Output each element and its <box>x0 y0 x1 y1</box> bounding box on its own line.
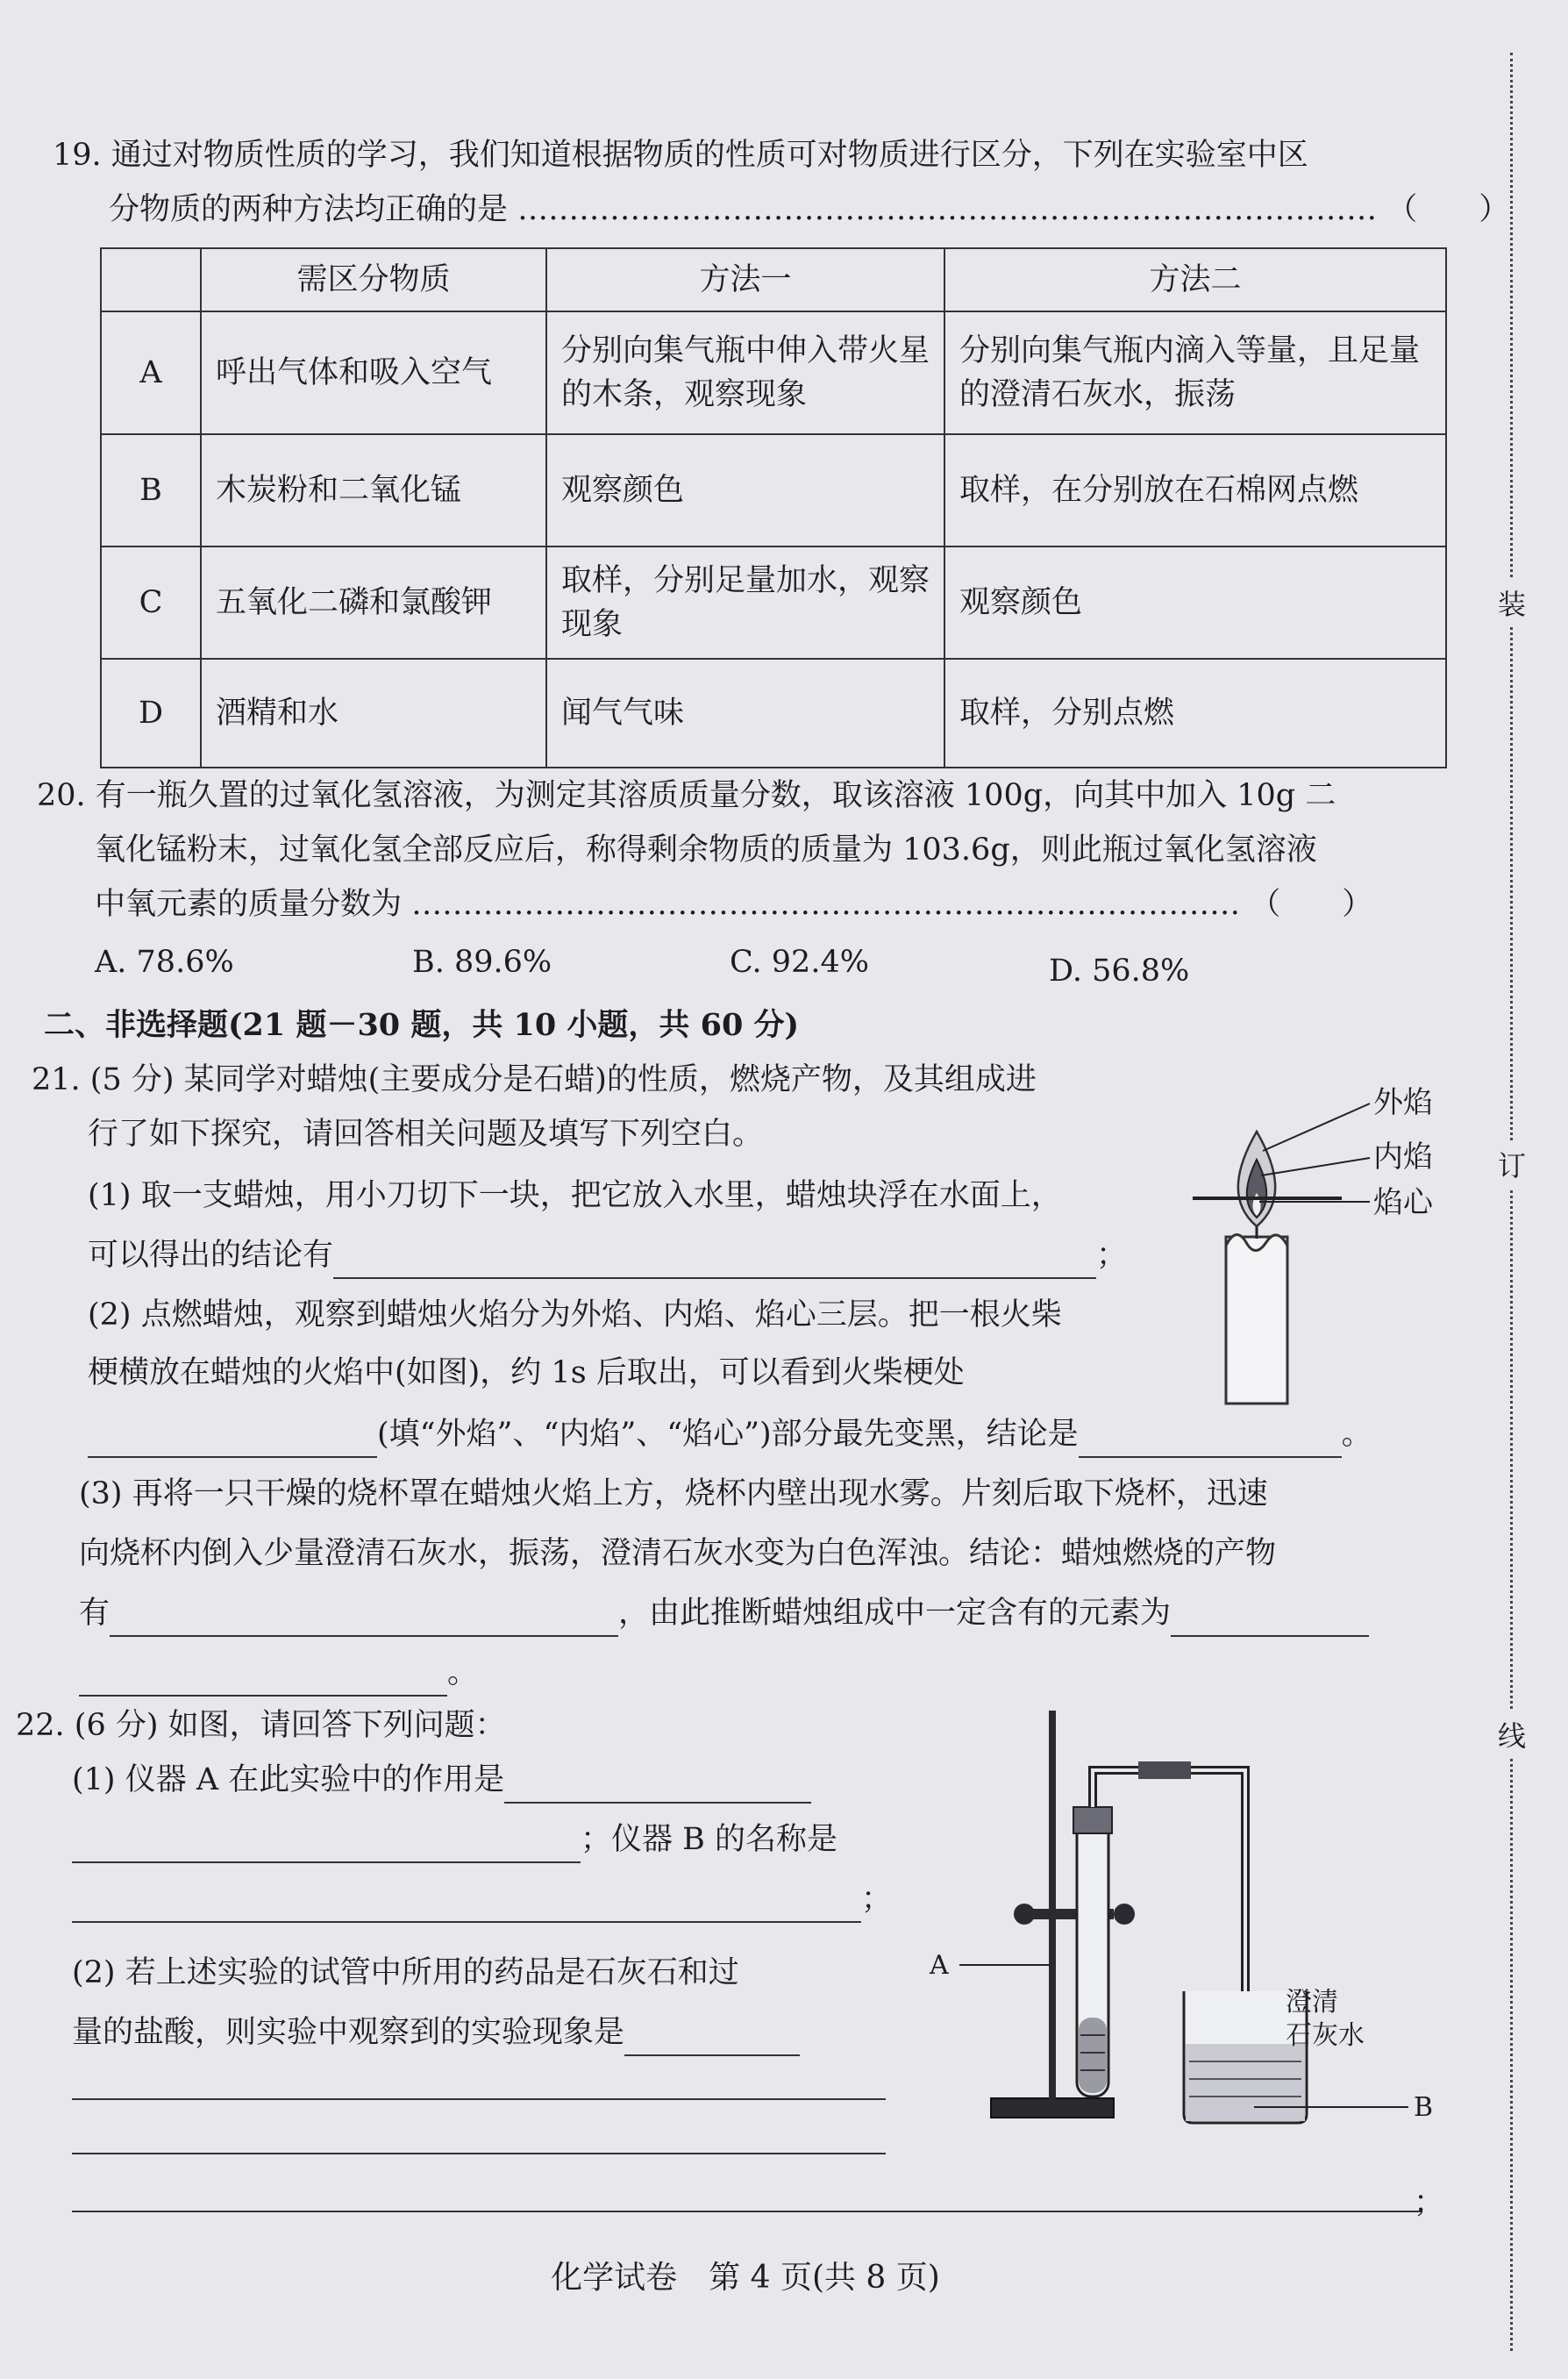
q21-p2-prompt: (填“外焰”、“内焰”、“焰心”)部分最先变黑，结论是 <box>377 1417 1079 1452</box>
clamp-knob-right <box>1114 1904 1135 1925</box>
label-b: B <box>1414 2092 1434 2123</box>
q20-option-b: B. 89.6% <box>412 945 552 980</box>
q19-stem-line1: 19. 通过对物质性质的学习，我们知道根据物质的性质可对物质进行区分，下列在实验室中区 <box>53 138 1308 173</box>
candle-body <box>1226 1237 1287 1404</box>
option-label: D <box>101 659 201 768</box>
table-row <box>101 311 1446 434</box>
page-footer: 化学试卷 第 4 页(共 8 页) <box>551 2260 940 2296</box>
substance-cell: 木炭粉和二氧化锰 <box>201 434 546 547</box>
q21-intro-line2: 行了如下探究，请回答相关问题及填写下列空白。 <box>88 1117 764 1152</box>
substance-cell: 五氧化二磷和氯酸钾 <box>201 547 546 659</box>
q22-intro: 22. (6 分) 如图，请回答下列问题： <box>16 1708 506 1743</box>
table-row <box>101 434 1446 547</box>
q21-p3-end: 。 <box>447 1655 479 1690</box>
substance-cell: 酒精和水 <box>201 659 546 768</box>
option-label: B <box>101 434 201 547</box>
q19-table <box>100 247 1447 768</box>
answer-blank[interactable] <box>624 2019 800 2056</box>
label-limewater-1: 澄清 <box>1286 1987 1338 2018</box>
q22-p1-prompt: (1) 仪器 A 在此实验中的作用是 <box>72 1762 505 1797</box>
method1-cell: 分别向集气瓶中伸入带火星的木条，观察现象 <box>546 311 944 434</box>
label-limewater-2: 石灰水 <box>1286 2020 1365 2051</box>
label-flame-core: 焰心 <box>1373 1185 1433 1220</box>
q21-p3-line2: 向烧杯内倒入少量澄清石灰水，振荡，澄清石灰水变为白色浑浊。结论：蜡烛燃烧的产物 <box>79 1536 1277 1571</box>
q21-p1-end: ； <box>1096 1238 1128 1273</box>
q20-option-d: D. 56.8% <box>1049 954 1190 989</box>
binding-dotted-line <box>1510 53 1513 2351</box>
table-header-row <box>101 248 1446 311</box>
q20-line2: 氧化锰粉末，过氧化氢全部反应后，称得剩余物质的质量为 103.6g，则此瓶过氧化氢溶液 <box>95 832 1317 868</box>
binding-char-ding: 订 <box>1498 1140 1526 1188</box>
substance-cell: 呼出气体和吸入空气 <box>201 311 546 434</box>
table-header-substance: 需区分物质 <box>201 248 546 311</box>
q21-p1-line1: (1) 取一支蜡烛，用小刀切下一块，把它放入水里，蜡烛块浮在水面上， <box>88 1178 1062 1213</box>
q21-p3-line4 <box>79 1649 478 1697</box>
q21-p2-end: 。 <box>1341 1417 1372 1452</box>
answer-line[interactable] <box>72 2098 886 2100</box>
answer-blank[interactable] <box>333 1242 1096 1279</box>
q21-p3-line3 <box>79 1590 1369 1637</box>
stand-rod <box>1049 1711 1056 2100</box>
q22-p1-end: ； <box>861 1882 893 1917</box>
q21-p1-line2 <box>88 1232 1127 1279</box>
answer-blank[interactable] <box>504 1767 811 1804</box>
q22-p2-prompt: 量的盐酸，则实验中观察到的实验现象是 <box>72 2015 625 2050</box>
q21-intro-line1: 21. (5 分) 某同学对蜡烛(主要成分是石蜡)的性质，燃烧产物，及其组成进 <box>32 1062 1037 1097</box>
q21-p3-prompt: ，由此推断蜡烛组成中一定含有的元素为 <box>618 1596 1172 1631</box>
limewater <box>1186 2044 1305 2121</box>
q20-option-c: C. 92.4% <box>730 945 869 980</box>
method2-cell: 观察颜色 <box>944 547 1446 659</box>
binding-char-zhuang: 装 <box>1498 579 1526 626</box>
q22-p2-line1: (2) 若上述实验的试管中所用的药品是石灰石和过 <box>72 1955 739 1990</box>
clamp-knob-left <box>1014 1904 1035 1925</box>
answer-blank[interactable] <box>72 1886 861 1923</box>
answer-blank[interactable] <box>88 1421 377 1458</box>
table-row <box>101 659 1446 768</box>
q22-p1-line2 <box>72 1816 837 1863</box>
q21-p2-line2: 梗横放在蜡烛的火焰中(如图)，约 1s 后取出，可以看到火柴梗处 <box>88 1355 965 1390</box>
q21-p2-line3 <box>88 1411 1372 1458</box>
candle-flame-figure <box>1175 1070 1465 1412</box>
label-outer-flame: 外焰 <box>1373 1085 1433 1120</box>
gas-apparatus-figure <box>921 1702 1447 2140</box>
table-header-method2: 方法二 <box>944 248 1446 311</box>
q22-p1-line1 <box>72 1756 811 1804</box>
q20-line3: 中氧元素的质量分数为 ……………………………………………………………………… （ ） <box>95 887 1373 922</box>
option-label: C <box>101 547 201 659</box>
q21-p3-prefix: 有 <box>79 1596 110 1631</box>
leader-line-outer <box>1263 1104 1370 1151</box>
binding-char-xian: 线 <box>1498 1711 1526 1758</box>
q19-stem-line2: 分物质的两种方法均正确的是 ………………………………………………………………………… （ ） <box>109 192 1510 227</box>
stand-base <box>991 2098 1114 2118</box>
label-a: A <box>930 1950 949 1981</box>
method2-cell: 分别向集气瓶内滴入等量，且足量的澄清石灰水，振荡 <box>944 311 1446 434</box>
q21-p1-prompt: 可以得出的结论有 <box>88 1238 334 1273</box>
answer-blank[interactable] <box>110 1600 618 1637</box>
leader-line-inner <box>1261 1158 1370 1175</box>
answer-blank[interactable] <box>72 1826 581 1863</box>
table-header-method1: 方法一 <box>546 248 944 311</box>
answer-blank[interactable] <box>1171 1600 1369 1637</box>
answer-blank[interactable] <box>79 1660 447 1697</box>
answer-blank[interactable] <box>1079 1421 1342 1458</box>
q22-end-mark: ； <box>1414 2185 1445 2220</box>
stopper <box>1073 1807 1112 1833</box>
method1-cell: 闻气气味 <box>546 659 944 768</box>
method1-cell: 取样，分别足量加水，观察现象 <box>546 547 944 659</box>
section-heading: 二、非选择题(21 题－30 题，共 10 小题，共 60 分) <box>44 1007 800 1043</box>
q22-p1-line3 <box>72 1875 892 1923</box>
test-tube-contents <box>1079 2018 1107 2093</box>
answer-line[interactable] <box>72 2211 1422 2212</box>
q20-line1: 20. 有一瓶久置的过氧化氢溶液，为测定其溶质质量分数，取该溶液 100g，向其中加入 10g 二 <box>37 778 1336 813</box>
q22-p1-prompt2: ；仪器 B 的名称是 <box>581 1822 837 1857</box>
method1-cell: 观察颜色 <box>546 434 944 547</box>
q20-option-a: A. 78.6% <box>95 945 234 980</box>
answer-line[interactable] <box>72 2153 886 2154</box>
option-label: A <box>101 311 201 434</box>
rubber-connector <box>1138 1761 1191 1779</box>
method2-cell: 取样，在分别放在石棉网点燃 <box>944 434 1446 547</box>
table-row <box>101 547 1446 659</box>
q21-p3-line1: (3) 再将一只干燥的烧杯罩在蜡烛火焰上方，烧杯内壁出现水雾。片刻后取下烧杯，迅速 <box>79 1476 1268 1511</box>
q21-p2-line1: (2) 点燃蜡烛，观察到蜡烛火焰分为外焰、内焰、焰心三层。把一根火柴 <box>88 1297 1062 1332</box>
method2-cell: 取样，分别点燃 <box>944 659 1446 768</box>
q22-p2-line2 <box>72 2009 800 2056</box>
table-header-blank <box>101 248 201 311</box>
label-inner-flame: 内焰 <box>1373 1139 1433 1175</box>
